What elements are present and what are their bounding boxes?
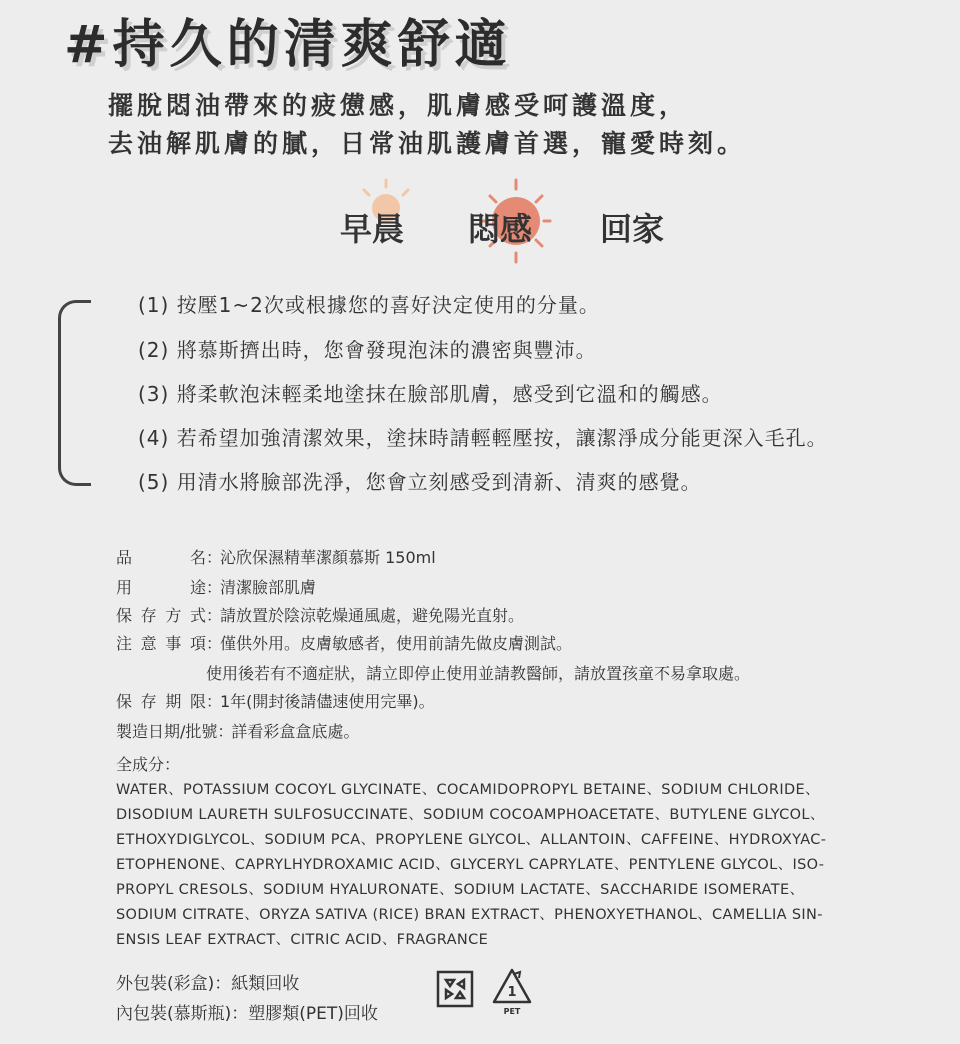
steps-bracket bbox=[58, 300, 91, 486]
pet-number: 1 bbox=[507, 985, 517, 1000]
info-value: 1年(開封後請儘速使用完畢)。 bbox=[220, 692, 435, 711]
info-storage: 保存方式：請放置於陰涼乾燥通風處，避免陽光直射。 bbox=[116, 603, 524, 626]
ingredients-line: ETOPHENONE、CAPRYLHYDROXAMIC ACID、GLYCERYL CAPRYLATE、PENTYLENE GLYCOL、ISO- bbox=[116, 857, 825, 873]
packaging-inner: 內包裝(慕斯瓶)：塑膠類(PET)回收 bbox=[116, 1004, 378, 1024]
info-value: 沁欣保濕精華潔顏慕斯 150ml bbox=[220, 548, 436, 567]
info-label: 製造日期/批號 bbox=[116, 722, 218, 741]
info-label: 保存方式 bbox=[116, 606, 206, 625]
time-label-morning: 早晨 bbox=[340, 210, 405, 248]
ingredients-line: PROPYL CRESOLS、SODIUM HYALURONATE、SODIUM LACTATE、SACCHARIDE ISOMERATE、 bbox=[116, 882, 805, 898]
info-value: 詳看彩盒盒底處。 bbox=[231, 722, 360, 741]
info-label: 保存期限 bbox=[116, 692, 206, 711]
ingredients-line: DISODIUM LAURETH SULFOSUCCINATE、SODIUM COCOAMPHOACETATE、BUTYLENE GLYCOL、 bbox=[116, 807, 825, 823]
time-label-home: 回家 bbox=[600, 210, 665, 248]
info-notice-continued: 使用後若有不適症狀，請立即停止使用並請教醫師，請放置孩童不易拿取處。 bbox=[206, 664, 751, 683]
step-2: (2) 將慕斯擠出時，您會發現泡沫的濃密與豐沛。 bbox=[138, 338, 597, 362]
step-4: (4) 若希望加強清潔效果，塗抹時請輕輕壓按，讓潔淨成分能更深入毛孔。 bbox=[138, 426, 828, 450]
time-of-day-row bbox=[336, 196, 716, 256]
subtitle-line-2: 去油解肌膚的膩，日常油肌護膚首選，寵愛時刻。 bbox=[108, 129, 747, 158]
page-title: #持久的清爽舒適 bbox=[64, 15, 512, 75]
info-label: 品名 bbox=[116, 548, 206, 567]
info-usage: 用途：清潔臉部肌膚 bbox=[116, 575, 316, 598]
step-5: (5) 用清水將臉部洗淨，您會立刻感受到清新、清爽的感覺。 bbox=[138, 470, 702, 494]
pet-label: PET bbox=[503, 1007, 521, 1016]
time-item-stuffy bbox=[464, 196, 574, 256]
info-value: 請放置於陰涼乾燥通風處，避免陽光直射。 bbox=[220, 606, 525, 625]
ingredients-line: SODIUM CITRATE、ORYZA SATIVA (RICE) BRAN EXTRACT、PHENOXYETHANOL、CAMELLIA SIN- bbox=[116, 907, 823, 923]
ingredients-line: ENSIS LEAF EXTRACT、CITRIC ACID、FRAGRANCE bbox=[116, 932, 489, 948]
info-product-name: 品名：沁欣保濕精華潔顏慕斯 150ml bbox=[116, 545, 436, 568]
time-item-home bbox=[598, 196, 708, 256]
ingredients-line: ETHOXYDIGLYCOL、SODIUM PCA、PROPYLENE GLYCOL、ALLANTOIN、CAFFEINE、HYDROXYAC- bbox=[116, 832, 827, 848]
info-value: 清潔臉部肌膚 bbox=[220, 578, 317, 597]
info-label: 注意事項 bbox=[116, 634, 206, 653]
ingredients-label: 全成分： bbox=[116, 755, 181, 774]
info-notice: 注意事項：僅供外用。皮膚敏感者，使用前請先做皮膚測試。 bbox=[116, 631, 572, 654]
paper-recycle-icon bbox=[436, 970, 474, 1008]
packaging-outer: 外包裝(彩盒)：紙類回收 bbox=[116, 974, 300, 994]
time-label-stuffy: 悶感 bbox=[468, 210, 533, 248]
info-batch: 製造日期/批號：詳看彩盒盒底處。 bbox=[116, 722, 360, 741]
info-value: 僅供外用。皮膚敏感者，使用前請先做皮膚測試。 bbox=[220, 634, 573, 653]
time-item-morning bbox=[336, 196, 446, 256]
step-1: (1) 按壓1~2次或根據您的喜好決定使用的分量。 bbox=[138, 293, 600, 317]
info-shelf-life: 保存期限：1年(開封後請儘速使用完畢)。 bbox=[116, 689, 435, 712]
subtitle-line-1: 擺脫悶油帶來的疲憊感，肌膚感受呵護溫度， bbox=[108, 91, 689, 120]
pet-recycle-icon bbox=[490, 966, 534, 1018]
ingredients-line: WATER、POTASSIUM COCOYL GLYCINATE、COCAMIDOPROPYL BETAINE、SODIUM CHLORIDE、 bbox=[116, 782, 820, 798]
info-label: 用途 bbox=[116, 578, 206, 597]
step-3: (3) 將柔軟泡沫輕柔地塗抹在臉部肌膚，感受到它溫和的觸感。 bbox=[138, 382, 723, 406]
